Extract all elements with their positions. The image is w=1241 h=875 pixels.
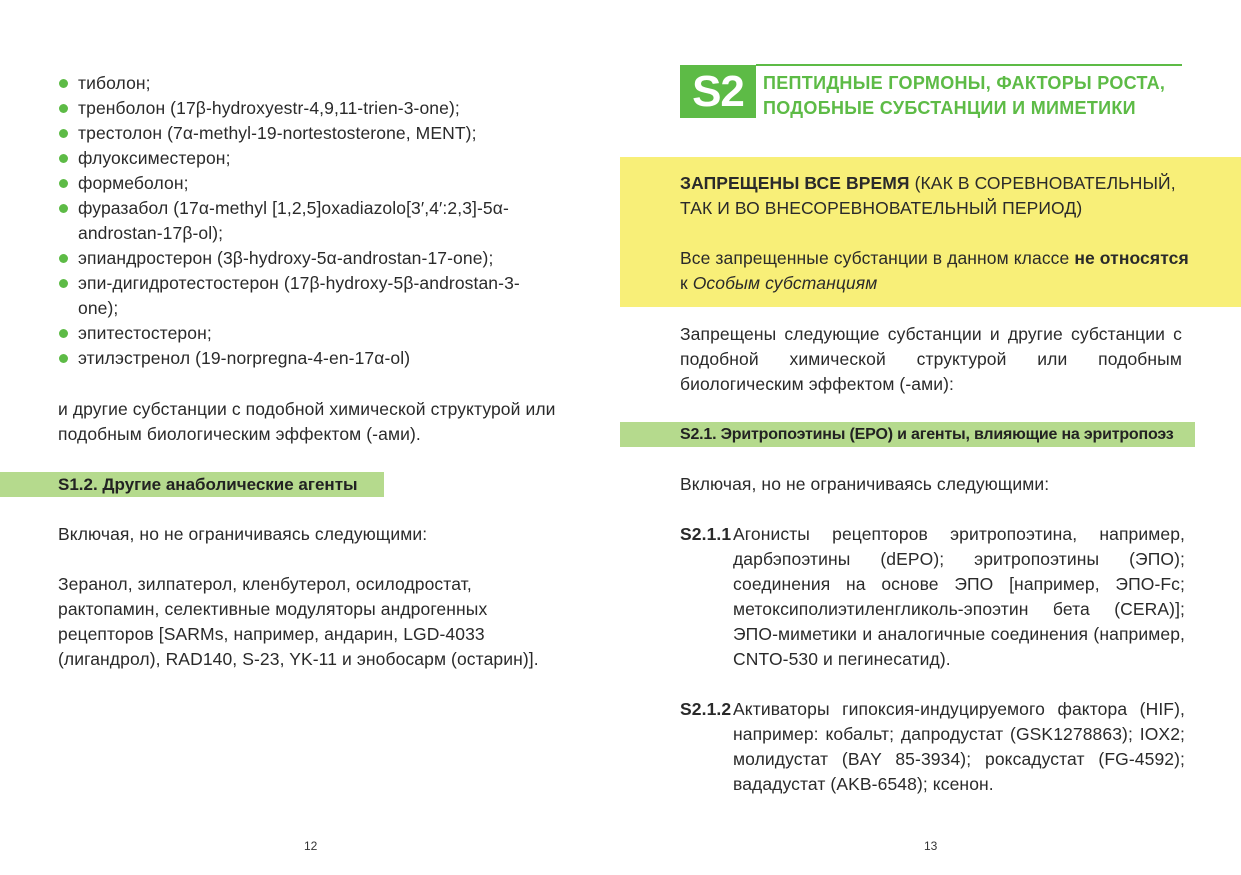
list-item: формеболон; [58,171,558,196]
bullet-icon [59,129,68,138]
list-item: флуоксиместерон; [58,146,558,171]
item-text: Активаторы гипоксия-индуцируемого фактора (HIF), например: кобальт; дапродустат (GSK1278863); IOX2; молидустат (BAY 85-3934); роксадустат (FG-4592); вададустат (AKB-6548); ксенон. [733,699,1185,794]
list-item: трестолон (7α-methyl-19-nortestosterone, MENT); [58,121,558,146]
bullet-icon [59,329,68,338]
section-heading-s1-2: S1.2. Другие анаболические агенты [0,472,384,497]
agents-paragraph: Зеранол, зилпатерол, кленбутерол, осилодростат, рактопамин, селективные модуляторы андрогенных рецепторов [SARMs, например, андарин, LGD-4033 (лигандрол), RAD140, S-23, YK-11 и энобосарм (остарин)]. [58,574,539,669]
left-page [0,0,620,875]
section-badge: S2 [680,65,756,118]
list-item: эпитестостерон; [58,321,558,346]
list-item: фуразабол (17α-methyl [1,2,5]oxadiazolo[3′,4′:2,3]-5α-androstan-17β-ol); [58,196,558,246]
bullet-icon [59,279,68,288]
list-item: этилэстренол (19-norpregna-4-en-17α-ol) [58,346,558,371]
including-paragraph: Включая, но не ограничиваясь следующими: [680,474,1050,494]
section-heading-s2-1: S2.1. Эритропоэтины (EPO) и агенты, влияющие на эритропоэз [620,422,1195,447]
right-page [620,0,1241,875]
list-item: тренболон (17β-hydroxyestr-4,9,11-trien-3-one); [58,96,558,121]
item-code: S2.1.1 [680,524,732,544]
special-substances-note: Все запрещенные субстанции в данном классе не относятся [680,248,1189,268]
bullet-icon [59,204,68,213]
page-number: 12 [304,839,318,853]
including-paragraph: Включая, но не ограничиваясь следующими: [58,524,428,544]
item-code: S2.1.2 [680,699,732,719]
bullet-icon [59,354,68,363]
list-item: эпи-дигидротестостерон (17β-hydroxy-5β-androstan-3-one); [58,271,558,321]
substance-list [58,71,558,371]
bullet-icon [59,154,68,163]
page-number: 13 [924,839,938,853]
bullet-icon [59,104,68,113]
item-text: Агонисты рецепторов эритропоэтина, например, дарбэпоэтины (dEPO); эритропоэтины (ЭПО); соединения на основе ЭПО [например, ЭПО-Fc; метоксиполиэтиленгликоль-эпоэтин бета (CERA)]; ЭПО-миметики и аналогичные соединения (например, CNTO-530 и пегинесатид). [733,524,1185,669]
prohibited-notice-box: ЗАПРЕЩЕНЫ ВСЕ ВРЕМЯ (КАК В СОРЕВНОВАТЕЛЬНЫЙ, ТАК И ВО ВНЕСОРЕВНОВАТЕЛЬНЫЙ ПЕРИОД) Все запрещенные субстанции в данном классе не относятся к Особым субстанциям [620,157,1241,307]
prohibited-heading: ЗАПРЕЩЕНЫ ВСЕ ВРЕМЯ (КАК В СОРЕВНОВАТЕЛЬНЫЙ, [680,173,1176,193]
list-item: эпиандростерон (3β-hydroxy-5α-androstan-17-one); [58,246,558,271]
section-title: ПЕПТИДНЫЕ ГОРМОНЫ, ФАКТОРЫ РОСТА, ПОДОБНЫЕ СУБСТАНЦИИ И МИМЕТИКИ [763,73,1166,118]
intro-paragraph: Запрещены следующие субстанции и другие субстанции с подобной химической структурой или подобным биологическим эффектом (-ами): [680,324,1182,394]
bullet-icon [59,79,68,88]
bullet-icon [59,179,68,188]
item-s2-1-1 [680,522,1185,672]
header-rule [756,64,1182,66]
bullet-icon [59,254,68,263]
item-s2-1-2 [680,697,1185,797]
list-item: тиболон; [58,71,558,96]
other-substances-paragraph: и другие субстанции с подобной химической структурой или подобным биологическим эффектом (-ами). [58,399,556,444]
